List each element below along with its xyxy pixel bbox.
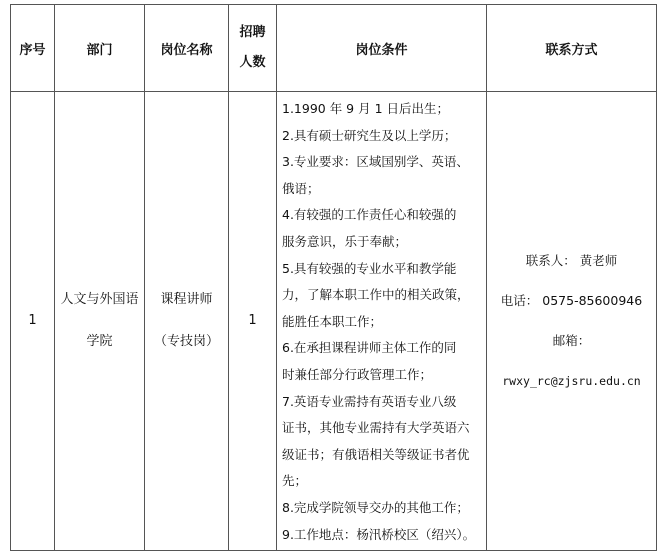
condition-line: 级证书；有俄语相关等级证书者优 <box>282 446 470 462</box>
contact-email: rwxy_rc@zjsru.edu.cn <box>502 374 641 389</box>
condition-line: 2.具有硕士研究生及以上学历； <box>282 127 457 143</box>
condition-line: 俄语； <box>282 180 320 196</box>
condition-line: 7.英语专业需持有英语专业八级 <box>282 393 457 409</box>
condition-line: 1.1990 年 9 月 1 日后出生； <box>282 101 450 116</box>
header-recruit-line1: 招聘 <box>239 25 266 40</box>
condition-line: 5.具有较强的专业水平和教学能 <box>282 260 457 276</box>
condition-line: 力，了解本职工作中的相关政策， <box>282 287 470 303</box>
condition-line: 服务意识，乐于奉献； <box>282 233 408 249</box>
cell-position <box>145 92 229 551</box>
header-recruit-line2: 人数 <box>239 55 266 70</box>
header-seq: 序号 <box>11 5 55 92</box>
header-conditions: 岗位条件 <box>277 5 487 92</box>
condition-line: 4.有较强的工作责任心和较强的 <box>282 207 457 223</box>
header-contact: 联系方式 <box>487 5 657 92</box>
cell-contact <box>487 92 657 551</box>
condition-line: 证书，其他专业需持有大学英语六 <box>282 420 470 436</box>
condition-line: 8.完成学院领导交办的其他工作； <box>282 499 469 515</box>
condition-line: 能胜任本职工作； <box>282 313 383 329</box>
condition-line: 3.专业要求：区域国别学、英语、 <box>282 154 469 170</box>
position-line1: 课程讲师 <box>160 292 213 308</box>
header-row <box>11 5 657 92</box>
conditions-list <box>277 92 486 550</box>
condition-line: 9.工作地点：杨汛桥校区（绍兴）。 <box>282 526 476 542</box>
contact-email-label: 邮箱： <box>552 333 591 349</box>
contact-person: 联系人： 黄老师 <box>525 253 618 269</box>
dept-line1: 人文与外国语 <box>60 292 139 308</box>
condition-line: 时兼任部分行政管理工作； <box>282 366 433 382</box>
position-line2: （专技岗） <box>153 334 219 350</box>
condition-line: 先； <box>282 473 308 489</box>
header-dept: 部门 <box>55 5 145 92</box>
contact-phone: 电话： 0575-85600946 <box>500 293 643 309</box>
header-recruit-count <box>229 5 277 92</box>
table-row <box>11 92 657 551</box>
cell-seq: 1 <box>11 92 55 551</box>
condition-line: 6.在承担课程讲师主体工作的同 <box>282 340 457 356</box>
cell-conditions <box>277 92 487 551</box>
cell-dept <box>55 92 145 551</box>
cell-count: 1 <box>229 92 277 551</box>
header-position: 岗位名称 <box>145 5 229 92</box>
dept-line2: 学院 <box>86 334 113 350</box>
job-table <box>10 4 657 551</box>
